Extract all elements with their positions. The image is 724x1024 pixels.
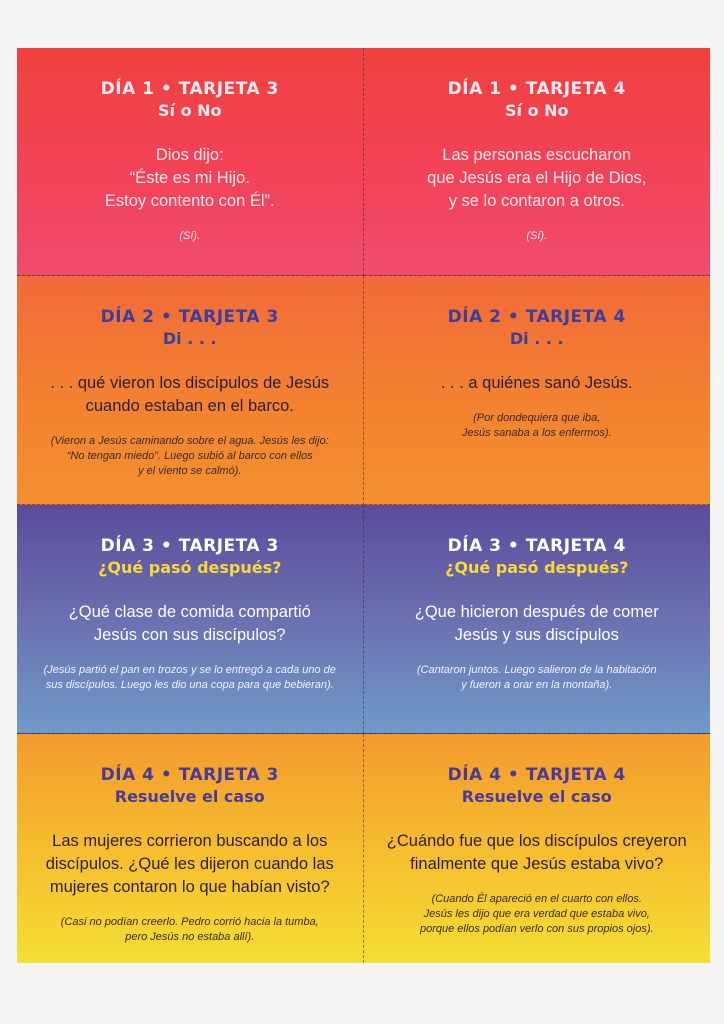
card-question: ¿Que hicieron después de comer Jesús y sus discípulos — [414, 603, 659, 644]
card-subtitle: ¿Qué pasó después? — [98, 558, 282, 577]
card-answer: (Cuando Él apareció en el cuarto con ellos. Jesús les dijo que era verdad que estaba vivo, porque ellos podían verlo con sus propios ojos). — [419, 893, 654, 935]
card-title: DÍA 3 • TARJETA 3 — [100, 536, 279, 556]
card-title: DÍA 4 • TARJETA 4 — [447, 765, 626, 785]
card-day2-card4 — [364, 276, 711, 505]
card-title: DÍA 4 • TARJETA 3 — [100, 765, 279, 785]
card-day3-card3 — [17, 505, 364, 734]
card-subtitle: ¿Qué pasó después? — [445, 558, 629, 577]
card-question: . . . qué vieron los discípulos de Jesús cuando estaban en el barco. — [50, 374, 330, 415]
card-question: Las personas escucharon que Jesús era el Hijo de Dios, y se lo contaron a otros. — [427, 146, 647, 210]
card-title: DÍA 1 • TARJETA 4 — [447, 79, 626, 99]
card-question: ¿Cuándo fue que los discípulos creyeron finalmente que Jesús estaba vivo? — [386, 832, 687, 873]
card-answer: (Sí). — [526, 230, 548, 242]
card-subtitle: Sí o No — [157, 101, 222, 120]
card-subtitle: Sí o No — [504, 101, 569, 120]
card-day3-card4 — [364, 505, 711, 734]
card-title: DÍA 3 • TARJETA 4 — [447, 536, 626, 556]
card-answer: (Por dondequiera que iba, Jesús sanaba a los enfermos). — [461, 412, 612, 439]
card-answer: (Cantaron juntos. Luego salieron de la habitación y fueron a orar en la montaña). — [416, 664, 657, 691]
card-answer: (Vieron a Jesús caminando sobre el agua. Jesús les dijo: “No tengan miedo”. Luego subió al barco con ellos y el viento se calmó). — [50, 435, 329, 477]
card-subtitle: Resuelve el caso — [114, 787, 265, 806]
card-subtitle: Resuelve el caso — [461, 787, 612, 806]
card-question: ¿Qué clase de comida compartió Jesús con sus discípulos? — [68, 603, 311, 644]
card-day4-card3 — [17, 734, 364, 963]
card-answer: (Sí). — [179, 230, 201, 242]
card-answer: (Jesús partió el pan en trozos y se lo entregó a cada uno de sus discípulos. Luego les dio una copa para que bebieran). — [43, 664, 336, 691]
card-subtitle: Di . . . — [162, 329, 217, 348]
card-day4-card4 — [364, 734, 711, 963]
card-sheet — [17, 48, 710, 963]
card-answer: (Casi no podían creerlo. Pedro corrió hacia la tumba, pero Jesús no estaba allí). — [60, 916, 319, 943]
card-day1-card4 — [364, 48, 711, 276]
card-subtitle: Di . . . — [509, 329, 564, 348]
card-question: Dios dijo: “Éste es mi Hijo. Estoy contento con Él”. — [104, 146, 275, 210]
card-question: . . . a quiénes sanó Jesús. — [440, 374, 633, 392]
card-title: DÍA 1 • TARJETA 3 — [100, 79, 279, 99]
card-day1-card3 — [17, 48, 364, 276]
card-day2-card3 — [17, 276, 364, 505]
card-question: Las mujeres corrieron buscando a los discípulos. ¿Qué les dijeron cuando las mujeres contaron lo que habían visto? — [45, 832, 334, 896]
card-title: DÍA 2 • TARJETA 3 — [100, 307, 279, 327]
card-title: DÍA 2 • TARJETA 4 — [447, 307, 626, 327]
